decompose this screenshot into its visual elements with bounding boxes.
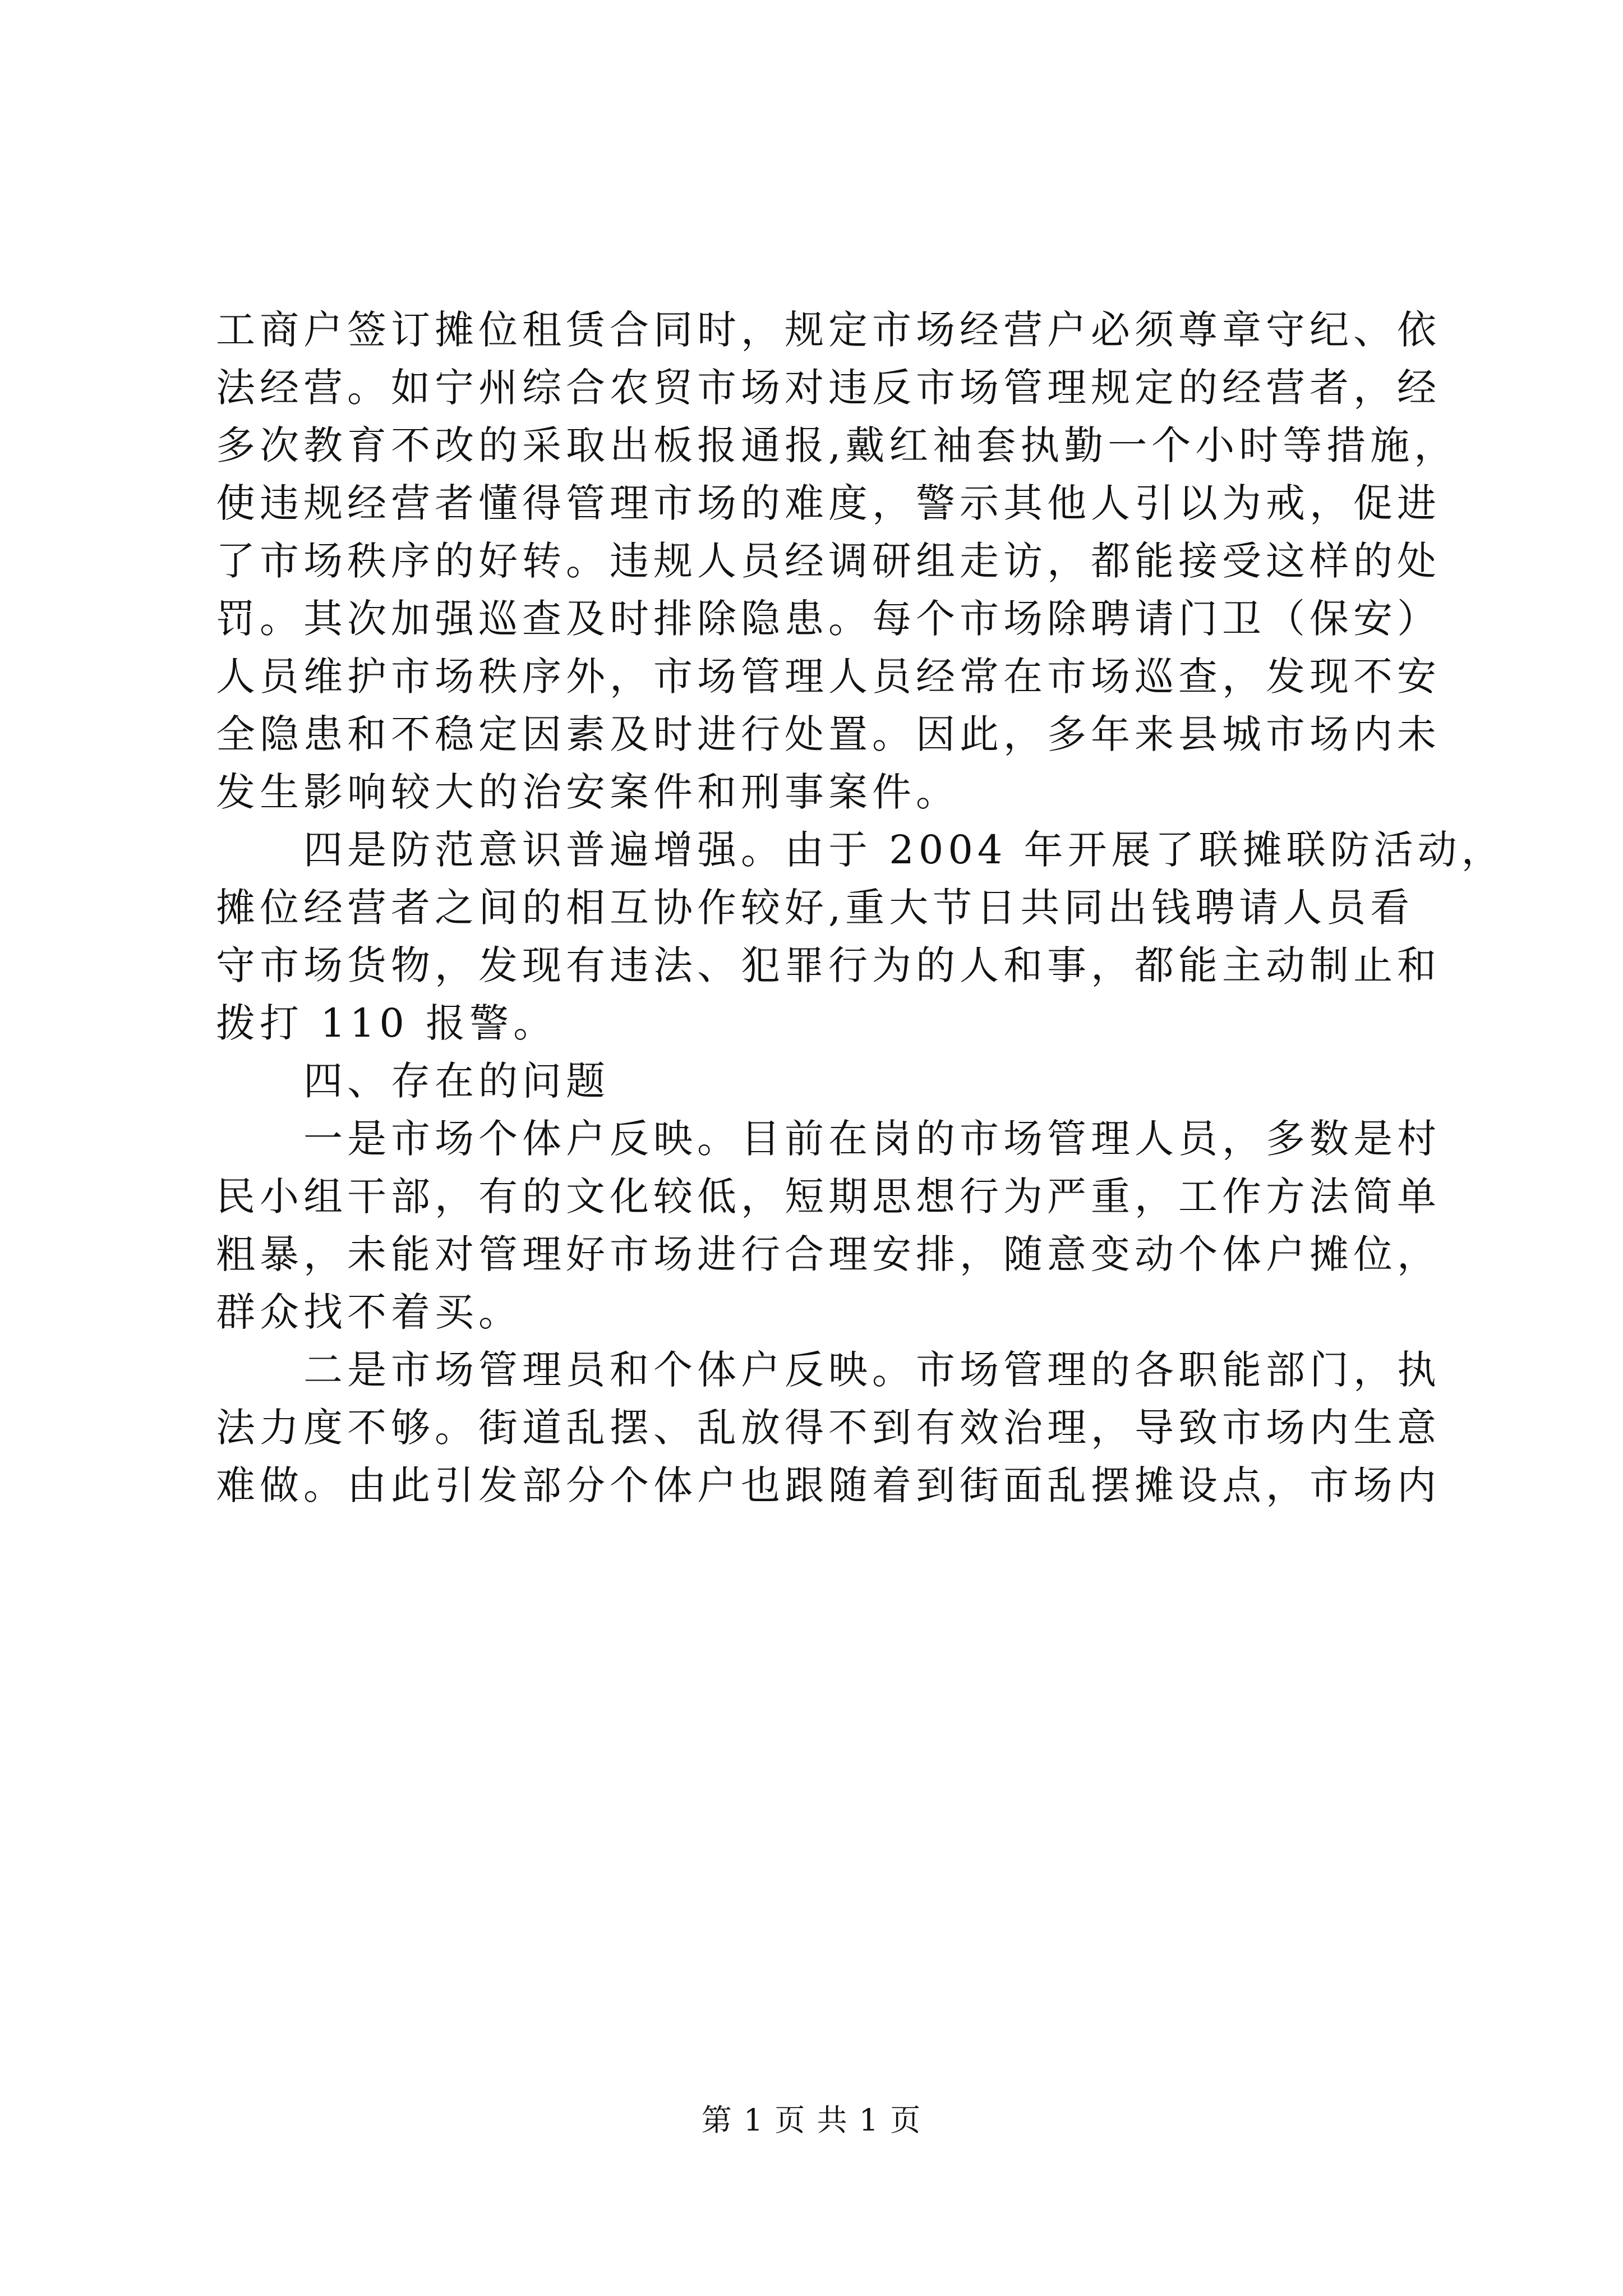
text-line: 法力度不够。街道乱摆、乱放得不到有效治理，导致市场内生意 xyxy=(216,1405,1441,1451)
text-line: 难做。由此引发部分个体户也跟随着到街面乱摆摊设点，市场内 xyxy=(216,1462,1441,1508)
text-line: 工商户签订摊位租赁合同时，规定市场经营户必须尊章守纪、依 xyxy=(216,307,1441,353)
page-footer: 第 1 页 共 1 页 xyxy=(701,2102,922,2138)
text-line: 守市场货物，发现有违法、犯罪行为的人和事，都能主动制止和 xyxy=(216,942,1441,988)
text-line: 拨打 110 报警。 xyxy=(216,1000,557,1046)
text-line: 法经营。如宁州综合农贸市场对违反市场管理规定的经营者，经 xyxy=(216,365,1441,411)
text-line: 使违规经营者懂得管理市场的难度，警示其他人引以为戒，促进 xyxy=(216,480,1441,526)
text-line: 一是市场个体户反映。目前在岗的市场管理人员，多数是村 xyxy=(216,1116,1441,1162)
section-heading: 四、存在的问题 xyxy=(216,1058,610,1104)
text-line: 粗暴，未能对管理好市场进行合理安排，随意变动个体户摊位， xyxy=(216,1231,1441,1277)
text-line: 罚。其次加强巡查及时排除隐患。每个市场除聘请门卫（保安） xyxy=(216,596,1441,642)
text-line: 人员维护市场秩序外，市场管理人员经常在市场巡查，发现不安 xyxy=(216,654,1441,700)
text-line: 群众找不着买。 xyxy=(216,1289,522,1335)
text-line: 民小组干部，有的文化较低，短期思想行为严重，工作方法简单 xyxy=(216,1174,1441,1220)
document-body xyxy=(216,301,1505,1515)
text-line: 摊位经营者之间的相互协作较好,重大节日共同出钱聘请人员看 xyxy=(216,885,1414,931)
text-line: 四是防范意识普遍增强。由于 2004 年开展了联摊联防活动， xyxy=(216,827,1505,873)
text-line: 二是市场管理员和个体户反映。市场管理的各职能部门，执 xyxy=(216,1347,1441,1393)
text-line: 发生影响较大的治安案件和刑事案件。 xyxy=(216,769,960,815)
text-line: 多次教育不改的采取出板报通报,戴红袖套执勤一个小时等措施， xyxy=(216,422,1458,468)
text-line: 了市场秩序的好转。违规人员经调研组走访，都能接受这样的处 xyxy=(216,538,1441,584)
text-line: 全隐患和不稳定因素及时进行处置。因此，多年来县城市场内未 xyxy=(216,711,1441,757)
